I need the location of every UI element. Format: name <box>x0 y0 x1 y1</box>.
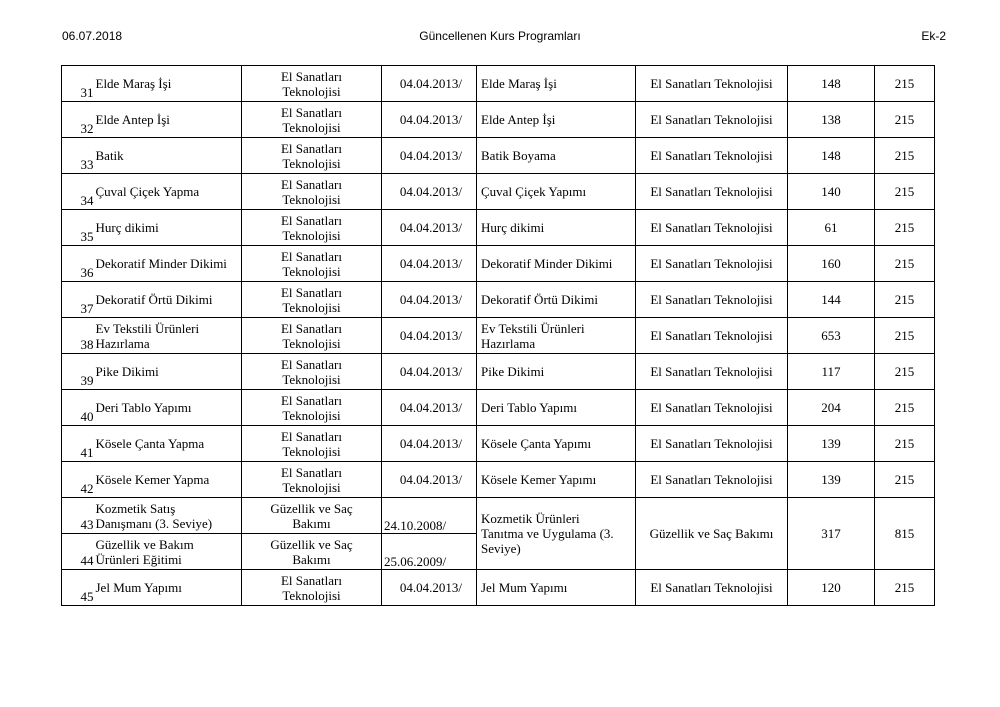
new-course-name <box>477 498 636 570</box>
field-line: Teknolojisi <box>282 587 341 603</box>
approval-date: 24.10.2008/ <box>382 498 477 534</box>
new-course-name: Kösele Kemer Yapımı <box>477 462 636 498</box>
table-row <box>62 282 935 318</box>
new-course-field: El Sanatları Teknolojisi <box>636 282 788 318</box>
old-course-field <box>242 102 382 138</box>
old-course-name: Elde Maraş İşi <box>94 66 242 102</box>
old-course-name: Kösele Çanta Yapma <box>94 426 242 462</box>
row-number: 31 <box>62 66 94 102</box>
field-line: Teknolojisi <box>282 335 341 351</box>
old-course-field <box>242 462 382 498</box>
table-row <box>62 426 935 462</box>
old-course-field <box>242 210 382 246</box>
name-line: Tanıtma ve Uygulama (3. <box>481 526 614 541</box>
row-number: 45 <box>62 570 94 606</box>
new-course-field: El Sanatları Teknolojisi <box>636 570 788 606</box>
field-line: Teknolojisi <box>282 443 341 459</box>
field-line: El Sanatları <box>280 356 342 372</box>
old-course-name: Dekoratif Minder Dikimi <box>94 246 242 282</box>
approval-date: 04.04.2013/ <box>382 390 477 426</box>
new-course-name: Jel Mum Yapımı <box>477 570 636 606</box>
field-code: 215 <box>875 246 935 282</box>
new-course-field: El Sanatları Teknolojisi <box>636 390 788 426</box>
field-code: 215 <box>875 138 935 174</box>
table-row <box>62 498 935 534</box>
new-course-name: Elde Antep İşi <box>477 102 636 138</box>
old-course-name <box>94 534 242 570</box>
approval-date: 04.04.2013/ <box>382 174 477 210</box>
approval-date: 04.04.2013/ <box>382 246 477 282</box>
new-course-field: El Sanatları Teknolojisi <box>636 210 788 246</box>
course-hours: 138 <box>788 102 875 138</box>
new-course-field: El Sanatları Teknolojisi <box>636 354 788 390</box>
field-line: Teknolojisi <box>282 83 341 99</box>
course-hours: 148 <box>788 66 875 102</box>
row-number: 36 <box>62 246 94 282</box>
field-line: Teknolojisi <box>282 479 341 495</box>
field-line: El Sanatları <box>280 284 342 300</box>
new-course-name <box>477 318 636 354</box>
field-line: El Sanatları <box>280 68 342 84</box>
field-line: Teknolojisi <box>282 155 341 171</box>
new-course-field: Güzellik ve Saç Bakımı <box>636 498 788 570</box>
name-line: Ev Tekstili Ürünleri <box>95 320 200 336</box>
field-code: 215 <box>875 354 935 390</box>
field-line: Teknolojisi <box>282 119 341 135</box>
row-number: 44 <box>62 534 94 570</box>
new-course-field: El Sanatları Teknolojisi <box>636 426 788 462</box>
field-line: Teknolojisi <box>282 371 341 387</box>
old-course-field <box>242 498 382 534</box>
new-course-name: Pike Dikimi <box>477 354 636 390</box>
course-hours: 117 <box>788 354 875 390</box>
row-number: 38 <box>62 318 94 354</box>
old-course-name <box>94 498 242 534</box>
new-course-field: El Sanatları Teknolojisi <box>636 138 788 174</box>
approval-date: 04.04.2013/ <box>382 210 477 246</box>
old-course-field <box>242 570 382 606</box>
table-row <box>62 390 935 426</box>
name-line: Güzellik ve Bakım <box>95 536 194 552</box>
field-line: El Sanatları <box>280 572 342 588</box>
row-number: 40 <box>62 390 94 426</box>
row-number: 41 <box>62 426 94 462</box>
row-number: 32 <box>62 102 94 138</box>
old-course-field <box>242 66 382 102</box>
name-line: Kozmetik Ürünleri <box>481 511 580 526</box>
row-number: 35 <box>62 210 94 246</box>
field-code: 215 <box>875 174 935 210</box>
course-hours: 144 <box>788 282 875 318</box>
course-hours: 317 <box>788 498 875 570</box>
old-course-name: Elde Antep İşi <box>94 102 242 138</box>
field-code: 215 <box>875 66 935 102</box>
row-number: 43 <box>62 498 94 534</box>
row-number: 42 <box>62 462 94 498</box>
approval-date: 04.04.2013/ <box>382 282 477 318</box>
field-line: El Sanatları <box>280 104 342 120</box>
old-course-name <box>94 318 242 354</box>
new-course-name: Dekoratif Minder Dikimi <box>477 246 636 282</box>
old-course-name: Kösele Kemer Yapma <box>94 462 242 498</box>
approval-date: 04.04.2013/ <box>382 426 477 462</box>
field-line: El Sanatları <box>280 212 342 228</box>
field-line: El Sanatları <box>280 464 342 480</box>
page-title: Güncellenen Kurs Programları <box>419 29 581 43</box>
new-course-field: El Sanatları Teknolojisi <box>636 66 788 102</box>
name-line: Hazırlama <box>481 335 536 351</box>
field-code: 215 <box>875 318 935 354</box>
field-line: El Sanatları <box>280 140 342 156</box>
field-code: 215 <box>875 210 935 246</box>
new-course-field: El Sanatları Teknolojisi <box>636 102 788 138</box>
table-row <box>62 138 935 174</box>
approval-date: 25.06.2009/ <box>382 534 477 570</box>
old-course-field <box>242 426 382 462</box>
field-code: 215 <box>875 570 935 606</box>
field-line: Teknolojisi <box>282 407 341 423</box>
course-hours: 204 <box>788 390 875 426</box>
table-row <box>62 354 935 390</box>
field-line: El Sanatları <box>280 248 342 264</box>
new-course-name: Kösele Çanta Yapımı <box>477 426 636 462</box>
field-line: Teknolojisi <box>282 299 341 315</box>
course-hours: 148 <box>788 138 875 174</box>
course-hours: 61 <box>788 210 875 246</box>
course-hours: 653 <box>788 318 875 354</box>
name-line: Hazırlama <box>95 335 150 351</box>
field-line: Teknolojisi <box>282 227 341 243</box>
old-course-field <box>242 246 382 282</box>
course-hours: 139 <box>788 426 875 462</box>
approval-date: 04.04.2013/ <box>382 570 477 606</box>
name-line: Kozmetik Satış <box>95 500 176 516</box>
old-course-field <box>242 282 382 318</box>
row-number: 37 <box>62 282 94 318</box>
old-course-field <box>242 354 382 390</box>
name-line: Ürünleri Eğitimi <box>95 551 182 567</box>
old-course-name: Çuval Çiçek Yapma <box>94 174 242 210</box>
field-code: 815 <box>875 498 935 570</box>
table-row <box>62 174 935 210</box>
approval-date: 04.04.2013/ <box>382 102 477 138</box>
field-code: 215 <box>875 390 935 426</box>
table-row <box>62 66 935 102</box>
table-row <box>62 318 935 354</box>
field-line: El Sanatları <box>280 392 342 408</box>
name-line: Danışmanı (3. Seviye) <box>95 515 213 531</box>
field-code: 215 <box>875 102 935 138</box>
field-line: El Sanatları <box>280 428 342 444</box>
field-line: Güzellik ve Saç <box>270 500 353 516</box>
old-course-field <box>242 534 382 570</box>
new-course-field: El Sanatları Teknolojisi <box>636 318 788 354</box>
field-line: Bakımı <box>292 551 331 567</box>
new-course-name: Deri Tablo Yapımı <box>477 390 636 426</box>
annex-label: Ek-2 <box>921 29 946 43</box>
new-course-name: Batik Boyama <box>477 138 636 174</box>
course-program-table <box>61 65 935 606</box>
table-row <box>62 210 935 246</box>
new-course-field: El Sanatları Teknolojisi <box>636 462 788 498</box>
old-course-field <box>242 318 382 354</box>
table-row <box>62 462 935 498</box>
new-course-field: El Sanatları Teknolojisi <box>636 174 788 210</box>
table-row <box>62 102 935 138</box>
course-hours: 160 <box>788 246 875 282</box>
approval-date: 04.04.2013/ <box>382 354 477 390</box>
old-course-field <box>242 174 382 210</box>
old-course-name: Jel Mum Yapımı <box>94 570 242 606</box>
old-course-name: Deri Tablo Yapımı <box>94 390 242 426</box>
new-course-field: El Sanatları Teknolojisi <box>636 246 788 282</box>
table-row <box>62 246 935 282</box>
old-course-name: Dekoratif Örtü Dikimi <box>94 282 242 318</box>
field-line: El Sanatları <box>280 176 342 192</box>
new-course-name: Çuval Çiçek Yapımı <box>477 174 636 210</box>
field-code: 215 <box>875 426 935 462</box>
approval-date: 04.04.2013/ <box>382 66 477 102</box>
course-hours: 139 <box>788 462 875 498</box>
header-date: 06.07.2018 <box>62 29 123 43</box>
field-code: 215 <box>875 282 935 318</box>
new-course-name: Elde Maraş İşi <box>477 66 636 102</box>
approval-date: 04.04.2013/ <box>382 138 477 174</box>
field-line: Teknolojisi <box>282 191 341 207</box>
field-line: Bakımı <box>292 515 331 531</box>
name-line: Seviye) <box>481 541 521 556</box>
old-course-field <box>242 390 382 426</box>
old-course-name: Batik <box>94 138 242 174</box>
field-code: 215 <box>875 462 935 498</box>
old-course-name: Pike Dikimi <box>94 354 242 390</box>
row-number: 39 <box>62 354 94 390</box>
row-number: 33 <box>62 138 94 174</box>
old-course-name: Hurç dikimi <box>94 210 242 246</box>
course-hours: 120 <box>788 570 875 606</box>
field-line: Teknolojisi <box>282 263 341 279</box>
field-line: Güzellik ve Saç <box>270 536 353 552</box>
new-course-name: Dekoratif Örtü Dikimi <box>477 282 636 318</box>
row-number: 34 <box>62 174 94 210</box>
new-course-name: Hurç dikimi <box>477 210 636 246</box>
course-hours: 140 <box>788 174 875 210</box>
table-row <box>62 570 935 606</box>
old-course-field <box>242 138 382 174</box>
field-line: El Sanatları <box>280 320 342 336</box>
approval-date: 04.04.2013/ <box>382 462 477 498</box>
name-line: Ev Tekstili Ürünleri <box>481 320 585 336</box>
approval-date: 04.04.2013/ <box>382 318 477 354</box>
